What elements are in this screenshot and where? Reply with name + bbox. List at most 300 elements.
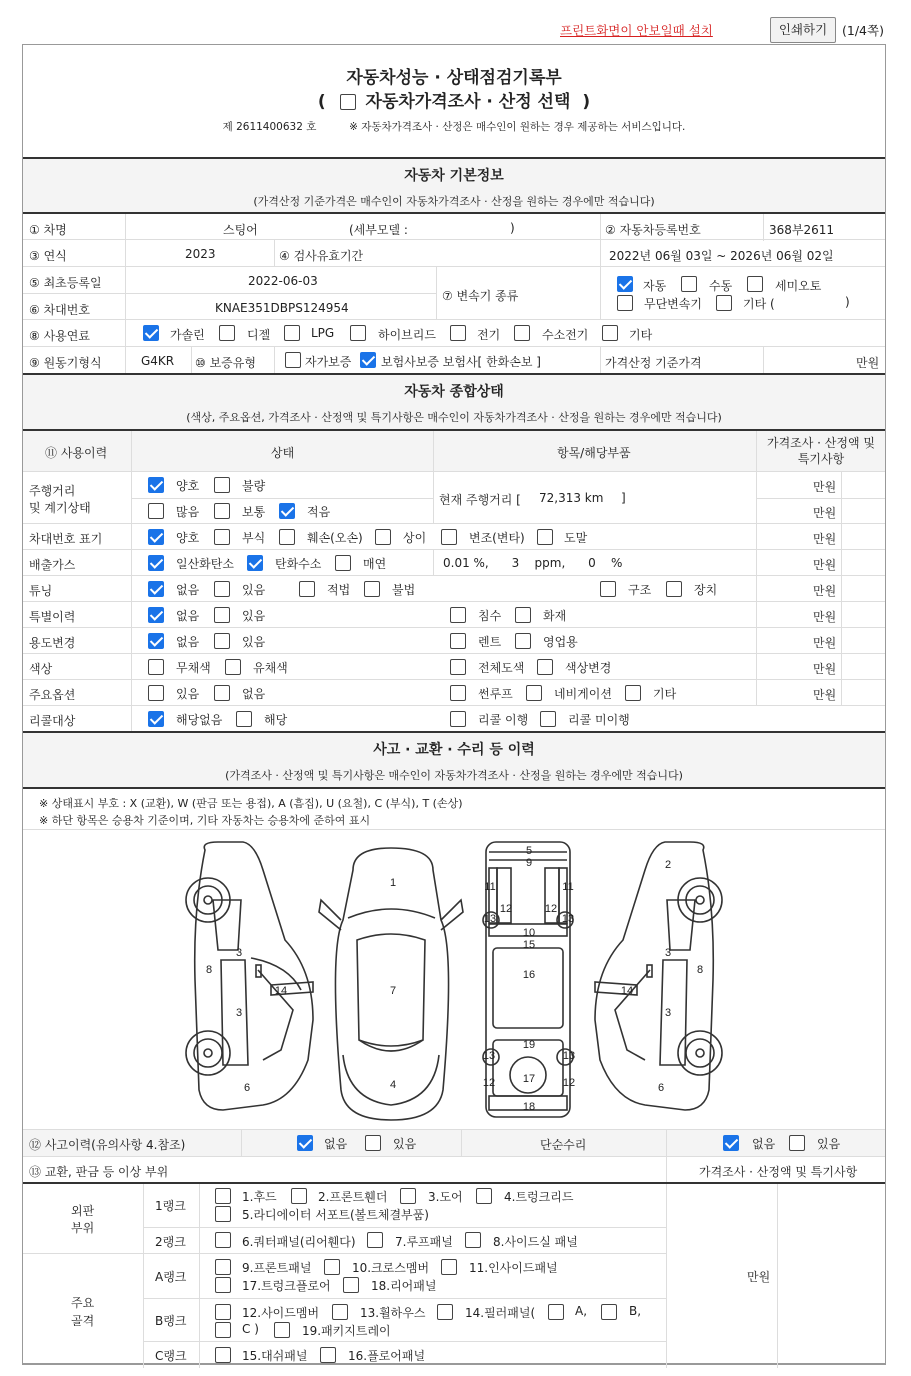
service-note: ※ 자동차가격조사 · 산정은 매수인이 원하는 경우 제공하는 서비스입니다. (349, 121, 686, 133)
fuel-electric-label: 전기 (477, 328, 501, 342)
business-label: 영업용 (543, 635, 578, 649)
lbl-14-left: 14 (274, 985, 288, 997)
valid-value: 2022년 06월 03일 ~ 2026년 06월 02일 (609, 249, 834, 263)
fire-checkbox[interactable] (515, 607, 531, 623)
rank2-label: 2랭크 (155, 1235, 186, 1249)
option-other-checkbox[interactable] (625, 685, 641, 701)
first-reg-label: ⑤ 최초등록일 (29, 276, 102, 290)
fuel-hydrogen-checkbox[interactable] (514, 325, 530, 341)
fuel-lpg-label: LPG (311, 326, 335, 340)
fuel-hybrid-checkbox[interactable] (350, 325, 366, 341)
tuning-illegal-checkbox[interactable] (364, 581, 380, 597)
paren-close: ) (582, 92, 591, 112)
trans-cvt-checkbox[interactable] (617, 295, 633, 311)
part-16-checkbox[interactable] (320, 1347, 336, 1363)
part-8-label: 8.사이드실 패널 (493, 1235, 578, 1249)
subtitle-text: 자동차가격조사 · 산정 선택 (365, 92, 571, 112)
row-car-name (23, 212, 885, 239)
options-price: 만원 (813, 688, 837, 702)
row-options (23, 679, 885, 705)
lbl-12-l: 12 (499, 903, 513, 915)
fire-label: 화재 (543, 609, 567, 623)
mileage-many-label: 많음 (176, 505, 200, 519)
lbl-15: 15 (522, 939, 536, 951)
lbl-13-br: 13 (562, 1050, 576, 1062)
lbl-18: 18 (522, 1101, 536, 1113)
part-7-checkbox[interactable] (367, 1232, 383, 1248)
basic-info-title: 자동차 기본정보 (404, 168, 504, 184)
vin-price: 만원 (813, 532, 837, 546)
year-value: 2023 (185, 247, 216, 261)
lbl-11-r: 11 (562, 881, 574, 893)
sunroof-label: 썬루프 (478, 687, 513, 701)
vin-label: ⑥ 차대번호 (29, 303, 90, 317)
car-name-label: ① 차명 (29, 223, 67, 237)
accident-history-label: ⑫ 사고이력(유의사항 4.참조) (29, 1138, 186, 1152)
part-2-label: 2.프론트휀더 (318, 1190, 388, 1204)
tuning-none-checkbox[interactable] (148, 581, 164, 597)
lbl-1: 1 (389, 877, 397, 889)
vin-value: KNAE351DBPS124954 (215, 301, 349, 315)
part-19-label: 19.패키지트레이 (302, 1324, 391, 1338)
lbl-2-right: 2 (664, 859, 672, 871)
sunroof-checkbox[interactable] (450, 685, 466, 701)
color-achro-checkbox[interactable] (148, 659, 164, 675)
legend-line-2: ※ 하단 항목은 승용차 기준이며, 기타 자동차는 승용차에 준하여 표시 (39, 814, 371, 827)
exhaust-co-checkbox[interactable] (148, 555, 164, 571)
legend-block (23, 787, 885, 829)
recall-target-label: 해당 (264, 713, 288, 727)
lbl-3b-right: 3 (664, 1007, 672, 1019)
simple-exists-label: 있음 (817, 1137, 841, 1151)
status-column-header (23, 429, 885, 471)
row-vin-mark (23, 523, 885, 549)
meter-bad-label: 불량 (242, 479, 266, 493)
rankA-label: A랭크 (155, 1270, 187, 1284)
fuel-label: ⑧ 사용연료 (29, 329, 90, 343)
color-chroma-checkbox[interactable] (225, 659, 241, 675)
fuel-electric-checkbox[interactable] (450, 325, 466, 341)
part-13-label: 13.휠하우스 (360, 1306, 426, 1320)
tuning-device-label: 장치 (694, 583, 718, 597)
tuning-price: 만원 (813, 584, 837, 598)
part-15-label: 15.대쉬패널 (242, 1349, 308, 1363)
recall-undone-label: 리콜 미이행 (568, 713, 630, 727)
row-exhaust (23, 549, 885, 575)
rent-label: 렌트 (478, 635, 502, 649)
usage-none-label: 없음 (176, 635, 200, 649)
right-side-view (595, 842, 722, 1110)
part-2-checkbox[interactable] (291, 1188, 307, 1204)
outer-label: 외판 (71, 1204, 95, 1218)
full-paint-checkbox[interactable] (450, 659, 466, 675)
meter-good-label: 양호 (176, 479, 200, 493)
navi-checkbox[interactable] (526, 685, 542, 701)
tuning-struct-checkbox[interactable] (600, 581, 616, 597)
accident-title: 사고 · 교환 · 수리 등 이력 (373, 742, 535, 758)
mileage-label: 주행거리 (29, 484, 76, 498)
meter-good-checkbox[interactable] (148, 477, 164, 493)
color-achro-label: 무채색 (176, 661, 211, 675)
parts-label: ⑬ 교환, 판금 등 이상 부위 (29, 1165, 169, 1179)
recall-none-label: 해당없음 (176, 713, 223, 727)
warranty-insurer-label: 보험사보증 보험사[ 한화손보 ] (381, 355, 541, 369)
lbl-13-r: 13 (561, 913, 575, 925)
parts-price-unit: 만원 (747, 1270, 771, 1284)
part-4-label: 4.트렁크리드 (504, 1190, 574, 1204)
special-exists-label: 있음 (242, 609, 266, 623)
tuning-legal-label: 적법 (327, 583, 351, 597)
lbl-7: 7 (389, 985, 397, 997)
page-title: 자동차성능 · 상태점검기록부 (346, 68, 562, 88)
exhaust-co-label: 일산화탄소 (176, 557, 234, 571)
lbl-19: 19 (522, 1039, 536, 1051)
part-9-checkbox[interactable] (215, 1259, 231, 1275)
recall-target-checkbox[interactable] (236, 711, 252, 727)
trans-other-close: ) (845, 295, 850, 309)
row-first-reg (23, 266, 885, 319)
lbl-13-l: 13 (483, 913, 497, 925)
usage-exists-checkbox[interactable] (214, 633, 230, 649)
part-1-label: 1.후드 (242, 1190, 277, 1204)
pillar-c-label: C ) (242, 1322, 259, 1336)
mileage-few-label: 적음 (307, 505, 331, 519)
basic-info-header (23, 157, 885, 212)
trans-manual-checkbox[interactable] (681, 276, 697, 292)
page-indicator: (1/4쪽) (842, 23, 884, 38)
trans-label: ⑦ 변속기 종류 (442, 289, 519, 303)
vin-alter-label: 변조(변타) (469, 531, 525, 545)
lbl-12-bl: 12 (482, 1077, 496, 1089)
row-special (23, 601, 885, 627)
engine-value: G4KR (141, 354, 175, 368)
parts-table (23, 1182, 885, 1366)
row-accident (23, 1129, 885, 1156)
usage-none-checkbox[interactable] (148, 633, 164, 649)
part-3-checkbox[interactable] (400, 1188, 416, 1204)
col-item: 항목/해당부품 (557, 446, 631, 460)
color-chroma-label: 유채색 (253, 661, 288, 675)
left-side-view (186, 842, 313, 1110)
trans-auto-checkbox[interactable] (617, 276, 633, 292)
part-10-label: 10.크로스멤버 (352, 1261, 430, 1275)
row-year (23, 239, 885, 266)
year-label: ③ 연식 (29, 249, 67, 263)
meter-bad-checkbox[interactable] (214, 477, 230, 493)
option-other-label: 기타 (653, 687, 677, 701)
part-14-label: 14.필러패널( (465, 1306, 536, 1320)
base-price-unit: 만원 (856, 356, 880, 370)
recall-done-checkbox[interactable] (450, 711, 466, 727)
accident-header (23, 731, 885, 787)
mileage-close: ] (621, 491, 626, 505)
part-10-checkbox[interactable] (324, 1259, 340, 1275)
fuel-lpg-checkbox[interactable] (284, 325, 300, 341)
pillar-a-label: A, (575, 1304, 588, 1318)
fuel-diesel-checkbox[interactable] (219, 325, 235, 341)
simple-exists-checkbox[interactable] (789, 1135, 805, 1151)
mileage-many-checkbox[interactable] (148, 503, 164, 519)
mileage-label-2: 및 계기상태 (29, 501, 91, 515)
lbl-8-left: 8 (205, 964, 213, 976)
row-usage (23, 627, 885, 653)
exhaust-values: 0.01 %, 3 ppm, 0 % (443, 556, 623, 570)
mileage-price-2: 만원 (813, 506, 837, 520)
row-tuning (23, 575, 885, 601)
install-link[interactable]: 프린트화면이 안보일때 설치 (560, 23, 713, 38)
part-11-checkbox[interactable] (441, 1259, 457, 1275)
tuning-legal-checkbox[interactable] (299, 581, 315, 597)
simple-repair-label: 단순수리 (540, 1138, 587, 1152)
title-block (23, 45, 885, 157)
parts-price-label: 가격조사 · 산정액 및 특기사항 (699, 1165, 858, 1179)
vin-corrode-checkbox[interactable] (214, 529, 230, 545)
special-price: 만원 (813, 610, 837, 624)
lbl-12-br: 12 (562, 1077, 576, 1089)
exhaust-price: 만원 (813, 558, 837, 572)
mileage-value: 72,313 km (539, 491, 604, 505)
usage-label: 용도변경 (29, 636, 76, 650)
part-13-checkbox[interactable] (332, 1304, 348, 1320)
doc-number: 제 2611400632 호 (222, 121, 317, 133)
vin-damage-checkbox[interactable] (279, 529, 295, 545)
pillar-c-checkbox[interactable] (215, 1322, 231, 1338)
mileage-price-1: 만원 (813, 480, 837, 494)
lbl-12-r: 12 (544, 903, 558, 915)
part-5-label: 5.라디에이터 서포트(볼트체결부품) (242, 1208, 429, 1222)
exhaust-smoke-checkbox[interactable] (335, 555, 351, 571)
options-exists-label: 있음 (176, 687, 200, 701)
lbl-14-right: 14 (620, 985, 634, 997)
options-exists-checkbox[interactable] (148, 685, 164, 701)
basic-info-desc: (가격산정 기준가격은 매수인이 자동차가격조사 · 산정을 원하는 경우에만 적습니다) (253, 195, 655, 208)
reg-no-value: 368부2611 (769, 223, 835, 237)
inspection-sheet (22, 44, 886, 1365)
warranty-label: ⑩ 보증유형 (195, 356, 256, 370)
flood-label: 침수 (478, 609, 502, 623)
part-17-label: 17.트렁크플로어 (242, 1279, 331, 1293)
row-color (23, 653, 885, 679)
reg-no-label: ② 자동차등록번호 (605, 223, 701, 237)
tuning-exists-checkbox[interactable] (214, 581, 230, 597)
row-mileage (23, 471, 885, 523)
accident-none-checkbox[interactable] (297, 1135, 313, 1151)
color-change-checkbox[interactable] (537, 659, 553, 675)
special-none-label: 없음 (176, 609, 200, 623)
paren-open: ( (317, 92, 326, 112)
color-label: 색상 (29, 662, 53, 676)
mileage-normal-checkbox[interactable] (214, 503, 230, 519)
valid-label: ④ 검사유효기간 (279, 249, 364, 263)
status-title: 자동차 종합상태 (404, 384, 504, 400)
part-3-label: 3.도어 (428, 1190, 463, 1204)
lbl-16: 16 (522, 969, 536, 981)
special-exists-checkbox[interactable] (214, 607, 230, 623)
vin-alter-checkbox[interactable] (441, 529, 457, 545)
lbl-3b-left: 3 (235, 1007, 243, 1019)
lbl-3a-left: 3 (235, 947, 243, 959)
navi-label: 네비게이션 (554, 687, 612, 701)
status-header (23, 373, 885, 429)
vin-diff-label: 상이 (403, 531, 427, 545)
recall-undone-checkbox[interactable] (540, 711, 556, 727)
vin-mark-label: 차대번호 표기 (29, 532, 103, 546)
simple-none-label: 없음 (752, 1137, 776, 1151)
special-none-checkbox[interactable] (148, 607, 164, 623)
col-history: ⑪ 사용이력 (45, 446, 108, 460)
exhaust-smoke-label: 매연 (363, 557, 387, 571)
exhaust-hc-checkbox[interactable] (247, 555, 263, 571)
usage-price: 만원 (813, 636, 837, 650)
special-label: 특별이력 (29, 610, 76, 624)
row-engine (23, 346, 885, 373)
rent-checkbox[interactable] (450, 633, 466, 649)
lbl-17: 17 (522, 1073, 536, 1085)
vin-theft-checkbox[interactable] (537, 529, 553, 545)
business-checkbox[interactable] (515, 633, 531, 649)
pillar-b-label: B, (629, 1304, 642, 1318)
part-6-checkbox[interactable] (215, 1232, 231, 1248)
part-19-checkbox[interactable] (274, 1322, 290, 1338)
car-name-value: 스팅어 (223, 223, 258, 237)
pillar-a-checkbox[interactable] (548, 1304, 564, 1320)
exhaust-label: 배출가스 (29, 558, 76, 572)
detail-model-close: ) (510, 221, 515, 235)
car-diagram (23, 829, 885, 1129)
vin-corrode-label: 부식 (242, 531, 266, 545)
recall-done-label: 리콜 이행 (478, 713, 529, 727)
part-18-checkbox[interactable] (343, 1277, 359, 1293)
fuel-other-checkbox[interactable] (602, 325, 618, 341)
page-subtitle (23, 87, 885, 112)
tuning-illegal-label: 불법 (392, 583, 416, 597)
mileage-normal-label: 보통 (242, 505, 266, 519)
tuning-none-label: 없음 (176, 583, 200, 597)
accident-exists-label: 있음 (393, 1137, 417, 1151)
vin-diff-checkbox[interactable] (375, 529, 391, 545)
base-price-label: 가격산정 기준가격 (605, 356, 702, 370)
lbl-3a-right: 3 (664, 947, 672, 959)
detail-model-label: (세부모델 : (349, 223, 408, 237)
lbl-10: 10 (522, 927, 536, 939)
pillar-b-checkbox[interactable] (601, 1304, 617, 1320)
vin-theft-label: 도말 (564, 531, 588, 545)
tuning-device-checkbox[interactable] (666, 581, 682, 597)
vin-damage-label: 훼손(오손) (307, 531, 363, 545)
print-button[interactable]: 인쇄하기 (770, 17, 836, 43)
engine-label: ⑨ 원동기형식 (29, 356, 102, 370)
frame-label: 주요 (71, 1296, 95, 1310)
options-none-checkbox[interactable] (214, 685, 230, 701)
tuning-exists-label: 있음 (242, 583, 266, 597)
part-5-checkbox[interactable] (215, 1206, 231, 1222)
fuel-hybrid-label: 하이브리드 (378, 328, 436, 342)
trans-manual-label: 수동 (709, 279, 733, 293)
exhaust-hc-label: 탄화수소 (275, 557, 322, 571)
tuning-label: 튜닝 (29, 584, 53, 598)
lbl-11-l: 11 (484, 881, 496, 893)
usage-exists-label: 있음 (242, 635, 266, 649)
trans-other-label: 기타 ( (743, 297, 775, 311)
frame-label-2: 골격 (71, 1314, 95, 1328)
part-8-checkbox[interactable] (465, 1232, 481, 1248)
rankC-label: C랭크 (155, 1349, 187, 1363)
accident-exists-checkbox[interactable] (365, 1135, 381, 1151)
lbl-4: 4 (389, 1079, 397, 1091)
lbl-5: 5 (525, 845, 533, 857)
row-recall (23, 705, 885, 731)
part-12-label: 12.사이드멤버 (242, 1306, 320, 1320)
part-9-label: 9.프론트패널 (242, 1261, 312, 1275)
accident-none-label: 없음 (324, 1137, 348, 1151)
fuel-other-label: 기타 (629, 328, 653, 342)
trans-semi-label: 세미오토 (775, 279, 822, 293)
trans-other-checkbox[interactable] (716, 295, 732, 311)
mileage-few-checkbox[interactable] (279, 503, 295, 519)
part-12-checkbox[interactable] (215, 1304, 231, 1320)
warranty-insurer-checkbox[interactable] (360, 352, 376, 368)
row-parts-header (23, 1156, 885, 1182)
trans-auto-label: 자동 (643, 279, 667, 293)
trans-semi-checkbox[interactable] (747, 276, 763, 292)
recall-none-checkbox[interactable] (148, 711, 164, 727)
options-none-label: 없음 (242, 687, 266, 701)
accident-desc: (가격조사 · 산정액 및 특기사항은 매수인이 자동차가격조사 · 산정을 원하는 경우에만 적습니다) (225, 769, 683, 782)
rank1-label: 1랭크 (155, 1199, 186, 1213)
flood-checkbox[interactable] (450, 607, 466, 623)
part-11-label: 11.인사이드패널 (469, 1261, 558, 1275)
car-diagram-svg (23, 830, 885, 1130)
doc-number-line (23, 119, 885, 134)
options-label: 주요옵션 (29, 688, 76, 702)
lbl-8-right: 8 (696, 964, 704, 976)
part-1-checkbox[interactable] (215, 1188, 231, 1204)
lbl-13-bl: 13 (482, 1050, 496, 1062)
col-price: 가격조사 · 산정액 및 특기사항 (767, 436, 875, 466)
price-check-select-checkbox[interactable] (340, 94, 356, 110)
fuel-gasoline-checkbox[interactable] (143, 325, 159, 341)
fuel-hydrogen-label: 수소전기 (542, 328, 589, 342)
vin-good-checkbox[interactable] (148, 529, 164, 545)
outer-label-2: 부위 (71, 1221, 95, 1235)
part-17-checkbox[interactable] (215, 1277, 231, 1293)
part-7-label: 7.루프패널 (395, 1235, 453, 1249)
part-6-label: 6.쿼터패널(리어휀다) (242, 1235, 356, 1249)
first-reg-value: 2022-06-03 (248, 274, 318, 288)
legend-line-1: ※ 상태표시 부호 : X (교환), W (판금 또는 용접), A (흠집), U (요철), C (부식), T (손상) (39, 797, 463, 810)
part-18-label: 18.리어패널 (371, 1279, 437, 1293)
trans-cvt-label: 무단변속기 (644, 297, 702, 311)
part-15-checkbox[interactable] (215, 1347, 231, 1363)
part-16-label: 16.플로어패널 (348, 1349, 426, 1363)
simple-none-checkbox[interactable] (723, 1135, 739, 1151)
lbl-6-right: 6 (657, 1082, 665, 1094)
color-price: 만원 (813, 662, 837, 676)
part-4-checkbox[interactable] (476, 1188, 492, 1204)
warranty-self-checkbox[interactable] (285, 352, 301, 368)
fuel-gasoline-label: 가솔린 (170, 328, 205, 342)
rankB-label: B랭크 (155, 1314, 187, 1328)
fuel-diesel-label: 디젤 (247, 328, 271, 342)
col-state: 상태 (271, 446, 295, 460)
status-desc: (색상, 주요옵션, 가격조사 · 산정액 및 특기사항은 매수인이 자동차가격조사 · 산정을 원하는 경우에만 적습니다) (186, 411, 722, 424)
lbl-6-left: 6 (243, 1082, 251, 1094)
full-paint-label: 전체도색 (478, 661, 525, 675)
vin-good-label: 양호 (176, 531, 200, 545)
color-change-label: 색상변경 (565, 661, 612, 675)
lbl-9: 9 (525, 857, 533, 869)
part-14-checkbox[interactable] (437, 1304, 453, 1320)
